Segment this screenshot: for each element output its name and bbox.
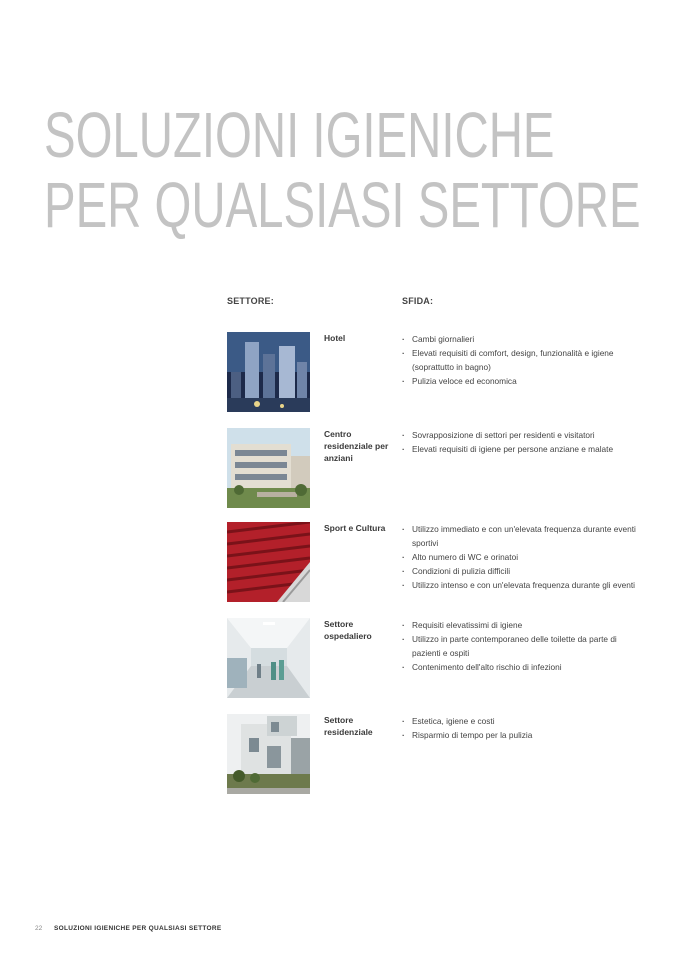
challenge-list xyxy=(402,332,647,388)
residential-house-photo xyxy=(227,714,310,794)
sector-label: Centro residenziale per anziani xyxy=(324,429,389,463)
challenge-item: · Contenimento dell'alto rischio di infezioni xyxy=(402,660,647,674)
sector-label: Settore ospedaliero xyxy=(324,619,372,641)
challenge-item: · Utilizzo immediato e con un'elevata frequenza durante eventi sportivi xyxy=(402,522,647,550)
sector-row-residential xyxy=(227,714,647,796)
page-footer xyxy=(35,925,222,932)
sector-label: Sport e Cultura xyxy=(324,523,386,533)
challenge-column-header: SFIDA: xyxy=(402,296,434,306)
hospital-corridor-photo xyxy=(227,618,310,698)
challenge-item: · Elevati requisiti di igiene per persone anziane e malate xyxy=(402,442,647,456)
sector-row-elderly-care xyxy=(227,428,647,510)
sector-row-sport xyxy=(227,522,647,604)
challenge-item: · Sovrapposizione di settori per residenti e visitatori xyxy=(402,428,647,442)
title-line-2: PER QUALSIASI SETTORE xyxy=(44,169,641,241)
challenge-item: · Utilizzo in parte contemporaneo delle toilette da parte di pazienti e ospiti xyxy=(402,632,647,660)
sector-row-hospital xyxy=(227,618,647,700)
challenge-list xyxy=(402,618,647,674)
footer-title: SOLUZIONI IGIENICHE PER QUALSIASI SETTORE xyxy=(54,925,222,932)
sector-column-header: SETTORE: xyxy=(227,296,274,306)
challenge-item: · Cambi giornalieri xyxy=(402,332,647,346)
sector-row-hotel xyxy=(227,332,647,414)
challenge-item: · Utilizzo intenso e con un'elevata frequenza durante gli eventi xyxy=(402,578,647,592)
challenge-item: · Elevati requisiti di comfort, design, funzionalità e igiene (soprattutto in bagno) xyxy=(402,346,647,374)
sector-label: Settore residenziale xyxy=(324,715,373,737)
challenge-list xyxy=(402,428,647,456)
challenge-item: · Risparmio di tempo per la pulizia xyxy=(402,728,647,742)
elderly-center-photo xyxy=(227,428,310,508)
challenge-item: · Alto numero di WC e orinatoi xyxy=(402,550,647,564)
challenge-list xyxy=(402,714,647,742)
stadium-seats-photo xyxy=(227,522,310,602)
hotel-photo xyxy=(227,332,310,412)
challenge-item: · Estetica, igiene e costi xyxy=(402,714,647,728)
page-title xyxy=(44,99,641,241)
challenge-list xyxy=(402,522,647,592)
challenge-item: · Requisiti elevatissimi di igiene xyxy=(402,618,647,632)
title-line-1: SOLUZIONI IGIENICHE xyxy=(44,99,555,171)
sector-label: Hotel xyxy=(324,333,346,343)
page-number: 22 xyxy=(35,925,43,932)
challenge-item: · Condizioni di pulizia difficili xyxy=(402,564,647,578)
challenge-item: · Pulizia veloce ed economica xyxy=(402,374,647,388)
